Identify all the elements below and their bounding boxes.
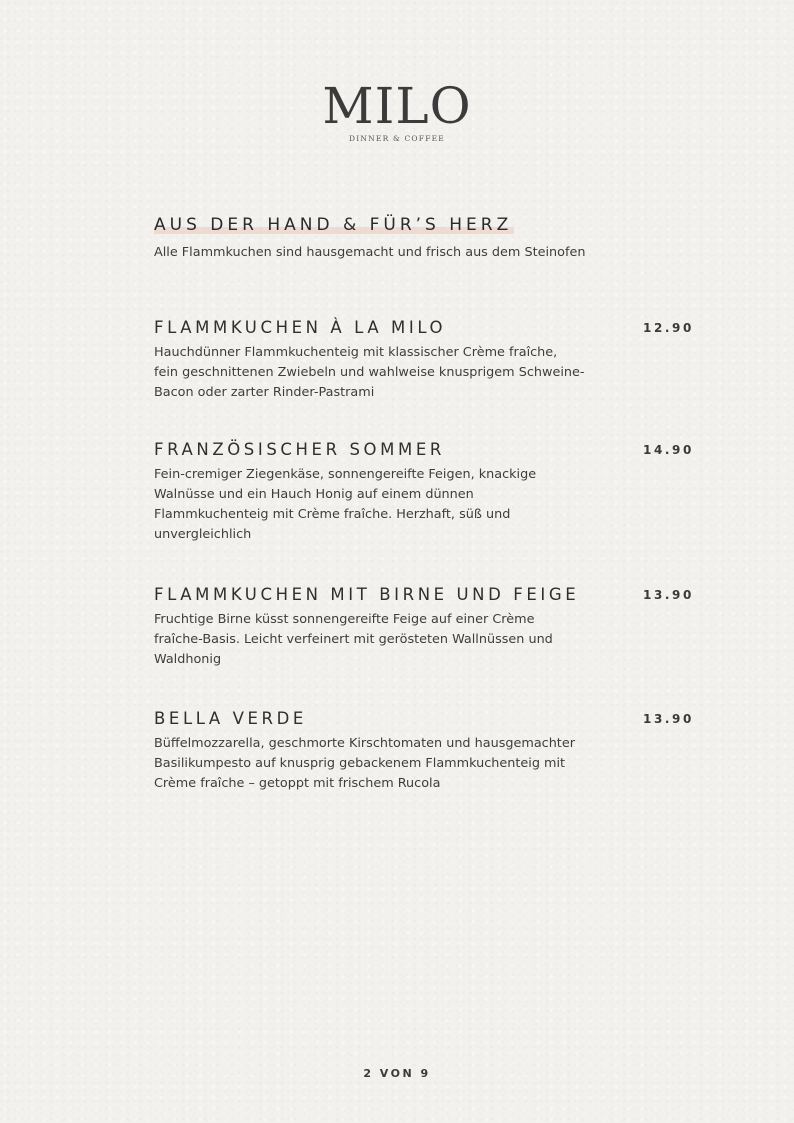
menu-item-description bbox=[154, 465, 604, 545]
description-line: Hauchdünner Flammkuchenteig mit klassischer Crème fraîche, bbox=[154, 345, 558, 360]
section-title: AUS DER HAND & FÜR’S HERZ bbox=[154, 215, 513, 235]
menu-item-price: 13.90 bbox=[643, 588, 694, 602]
section-subtitle: Alle Flammkuchen sind hausgemacht und frisch aus dem Steinofen bbox=[154, 245, 586, 260]
description-line: Fein-cremiger Ziegenkäse, sonnengereifte Feigen, knackige bbox=[154, 467, 537, 482]
page-number: 2 VON 9 bbox=[363, 1067, 431, 1080]
menu-item-price: 14.90 bbox=[643, 443, 694, 457]
description-line: Basilikumpesto auf knusprig gebackenem Flammkuchenteig mit bbox=[154, 756, 566, 771]
menu-item bbox=[154, 440, 694, 545]
description-line: Crème fraîche – getoppt mit frischem Rucola bbox=[154, 776, 441, 791]
description-line: unvergleichlich bbox=[154, 527, 252, 542]
description-line: Büffelmozzarella, geschmorte Kirschtomaten und hausgemachter bbox=[154, 736, 575, 751]
restaurant-logo bbox=[0, 78, 794, 143]
menu-item-name: BELLA VERDE bbox=[154, 709, 307, 728]
description-line: Flammkuchenteig mit Crème fraîche. Herzhaft, süß und bbox=[154, 507, 511, 522]
menu-item-description bbox=[154, 610, 604, 670]
description-line: Waldhonig bbox=[154, 652, 222, 667]
menu-item-price: 12.90 bbox=[643, 321, 694, 335]
description-line: Fruchtige Birne küsst sonnengereifte Feige auf einer Crème bbox=[154, 612, 535, 627]
menu-item-price: 13.90 bbox=[643, 712, 694, 726]
logo-wordmark: MILO bbox=[322, 77, 472, 135]
logo-tagline: DINNER & COFFEE bbox=[349, 134, 445, 143]
menu-item bbox=[154, 585, 694, 670]
menu-section-header bbox=[154, 215, 585, 260]
menu-item bbox=[154, 709, 694, 794]
description-line: fein geschnittenen Zwiebeln und wahlweise knusprigem Schweine- bbox=[154, 365, 585, 380]
menu-item-description bbox=[154, 343, 604, 403]
menu-item-name: FLAMMKUCHEN MIT BIRNE UND FEIGE bbox=[154, 585, 580, 604]
menu-item bbox=[154, 318, 694, 403]
menu-item-description bbox=[154, 734, 604, 794]
menu-item-name: FRANZÖSISCHER SOMMER bbox=[154, 440, 445, 459]
description-line: Walnüsse und ein Hauch Honig auf einem dünnen bbox=[154, 487, 474, 502]
description-line: Bacon oder zarter Rinder-Pastrami bbox=[154, 385, 375, 400]
menu-item-name: FLAMMKUCHEN À LA MILO bbox=[154, 318, 447, 337]
description-line: fraîche-Basis. Leicht verfeinert mit gerösteten Wallnüssen und bbox=[154, 632, 553, 647]
